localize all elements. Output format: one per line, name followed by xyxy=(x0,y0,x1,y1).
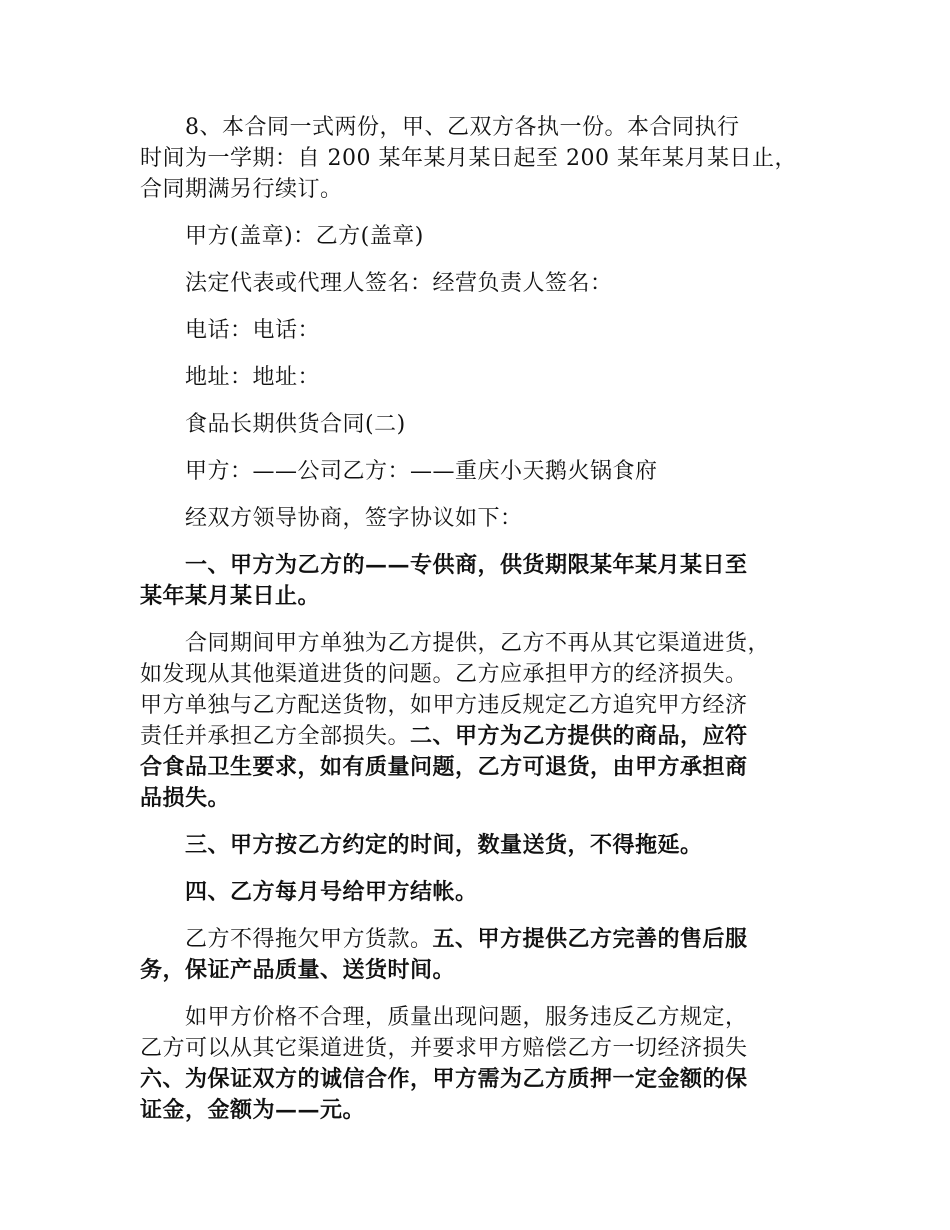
text-line: 合食品卫生要求，如有质量问题，乙方可退货，由甲方承担商 xyxy=(140,754,748,780)
clause-5-heading: 五、甲方提供乙方完善的售后服 xyxy=(432,926,748,952)
text-line: 如甲方价格不合理，质量出现问题，服务违反乙方规定， xyxy=(185,1005,748,1030)
clause-5-paragraph xyxy=(140,924,812,986)
clause-1-detail-paragraph xyxy=(140,628,812,814)
phone-line: 电话：电话： xyxy=(185,318,321,343)
text-segment: 责任并承担乙方全部损失。 xyxy=(140,724,411,749)
text-line: 务，保证产品质量、送货时间。 xyxy=(140,957,456,983)
document-page xyxy=(140,112,812,1142)
clause-4-paragraph: 四、乙方每月号给甲方结帐。 xyxy=(185,879,478,905)
parties-line: 甲方：——公司乙方：——重庆小天鹅火锅食府 xyxy=(185,459,658,484)
text-line: 合同期满另行续订。 xyxy=(140,177,343,202)
text-line: 品损失。 xyxy=(140,785,231,811)
text-line xyxy=(140,924,812,955)
clause-8-paragraph xyxy=(140,112,812,205)
signature-line: 法定代表或代理人签名：经营负责人签名： xyxy=(185,271,613,296)
text-line xyxy=(140,721,812,752)
clause-1-paragraph xyxy=(140,550,812,612)
text-line: 某年某月某日止。 xyxy=(140,583,321,609)
clause-3-paragraph: 三、甲方按乙方约定的时间，数量送货，不得拖延。 xyxy=(185,832,703,858)
text-line: 时间为一学期：自 200 某年某月某日起至 200 某年某月某日止， xyxy=(140,146,797,171)
text-line: 甲方单独与乙方配送货物，如甲方违反规定乙方追究甲方经济 xyxy=(140,693,748,718)
intro-line: 经双方领导协商，签字协议如下： xyxy=(185,506,523,531)
seal-line: 甲方(盖章)：乙方(盖章) xyxy=(185,224,424,249)
text-line: 证金，金额为——元。 xyxy=(140,1097,366,1123)
clause-6-paragraph xyxy=(140,1002,812,1126)
address-line: 地址：地址： xyxy=(185,365,321,390)
text-line: 8、本合同一式两份，甲、乙双方各执一份。本合同执行 xyxy=(185,115,740,140)
text-segment: 乙方不得拖欠甲方货款。 xyxy=(185,927,433,952)
text-line: 如发现从其他渠道进货的问题。乙方应承担甲方的经济损失。 xyxy=(140,662,748,687)
text-line: 合同期间甲方单独为乙方提供，乙方不再从其它渠道进货， xyxy=(185,631,771,656)
text-line: 一、甲方为乙方的——专供商，供货期限某年某月某日至 xyxy=(185,552,748,578)
text-line: 乙方可以从其它渠道进货，并要求甲方赔偿乙方一切经济损失 xyxy=(140,1036,748,1061)
clause-6-heading: 六、为保证双方的诚信合作，甲方需为乙方质押一定金额的保 xyxy=(140,1066,748,1092)
clause-2-heading: 二、甲方为乙方提供的商品，应符 xyxy=(410,723,748,749)
contract-title: 食品长期供货合同(二) xyxy=(185,412,406,437)
